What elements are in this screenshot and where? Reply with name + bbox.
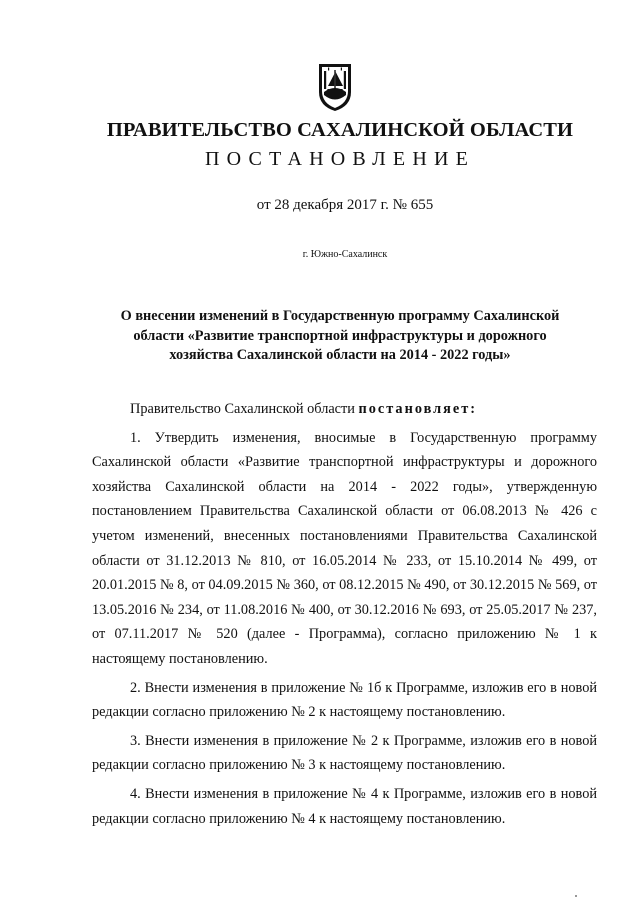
intro-prefix: Правительство Сахалинской области [130, 401, 359, 417]
document-city: г. Южно-Сахалинск [302, 249, 388, 260]
paragraph-item-1: 1. Утвердить изменения, вносимые в Государственную программу Сахалинской области «Развитие транспортной инфраструктуры и дорожного хозяйства Сахалинской области на 2014 - 2022 годы», утвержденную постановлением Правительства Сахалинской области от 06.08.2013 № 426 с учетом изменений, внесенных постановлениями Правительства Сахалинской области от 31.12.2013 № 810, от 16.05.2014 № 233, от 15.10.2014 № 499, от 20.01.2015 № 8, от 04.09.2015 № 360, от 08.12.2015 № 490, от 30.12.2015 № 569, от 13.05.2016 № 234, от 11.08.2016 № 400, от 30.12.2016 № 693, от 25.05.2017 № 237, от 07.11.2017 № 520 (далее - Программа), согласно приложению № 1 к настоящему постановлению. [92, 429, 597, 667]
sakhalin-coat-of-arms-icon [316, 62, 354, 112]
paragraph-item-4: 4. Внести изменения в приложение № 4 к Программе, изложив его в новой редакции согласно приложению № 4 к настоящему постановлению. [92, 785, 597, 827]
document-body [92, 397, 597, 831]
intro-paragraph [92, 397, 597, 422]
scan-speck [575, 895, 577, 897]
paragraph-item-2: 2. Внести изменения в приложение № 1б к Программе, изложив его в новой редакции согласно приложению № 2 к настоящему постановлению. [92, 679, 597, 721]
paragraph-item-3: 3. Внести изменения в приложение № 2 к Программе, изложив его в новой редакции согласно приложению № 3 к настоящему постановлению. [92, 732, 597, 774]
document-subject: О внесении изменений в Государственную программу Сахалинской области «Развитие транспортной инфраструктуры и дорожного хозяйства Сахалинской области на 2014 - 2022 годы» [120, 308, 560, 363]
intro-verb: постановляет: [358, 401, 478, 417]
document-date-number: от 28 декабря 2017 г. № 655 [256, 197, 434, 213]
government-title: ПРАВИТЕЛЬСТВО САХАЛИНСКОЙ ОБЛАСТИ [106, 119, 574, 141]
document-type: ПОСТАНОВЛЕНИЕ [204, 148, 476, 170]
